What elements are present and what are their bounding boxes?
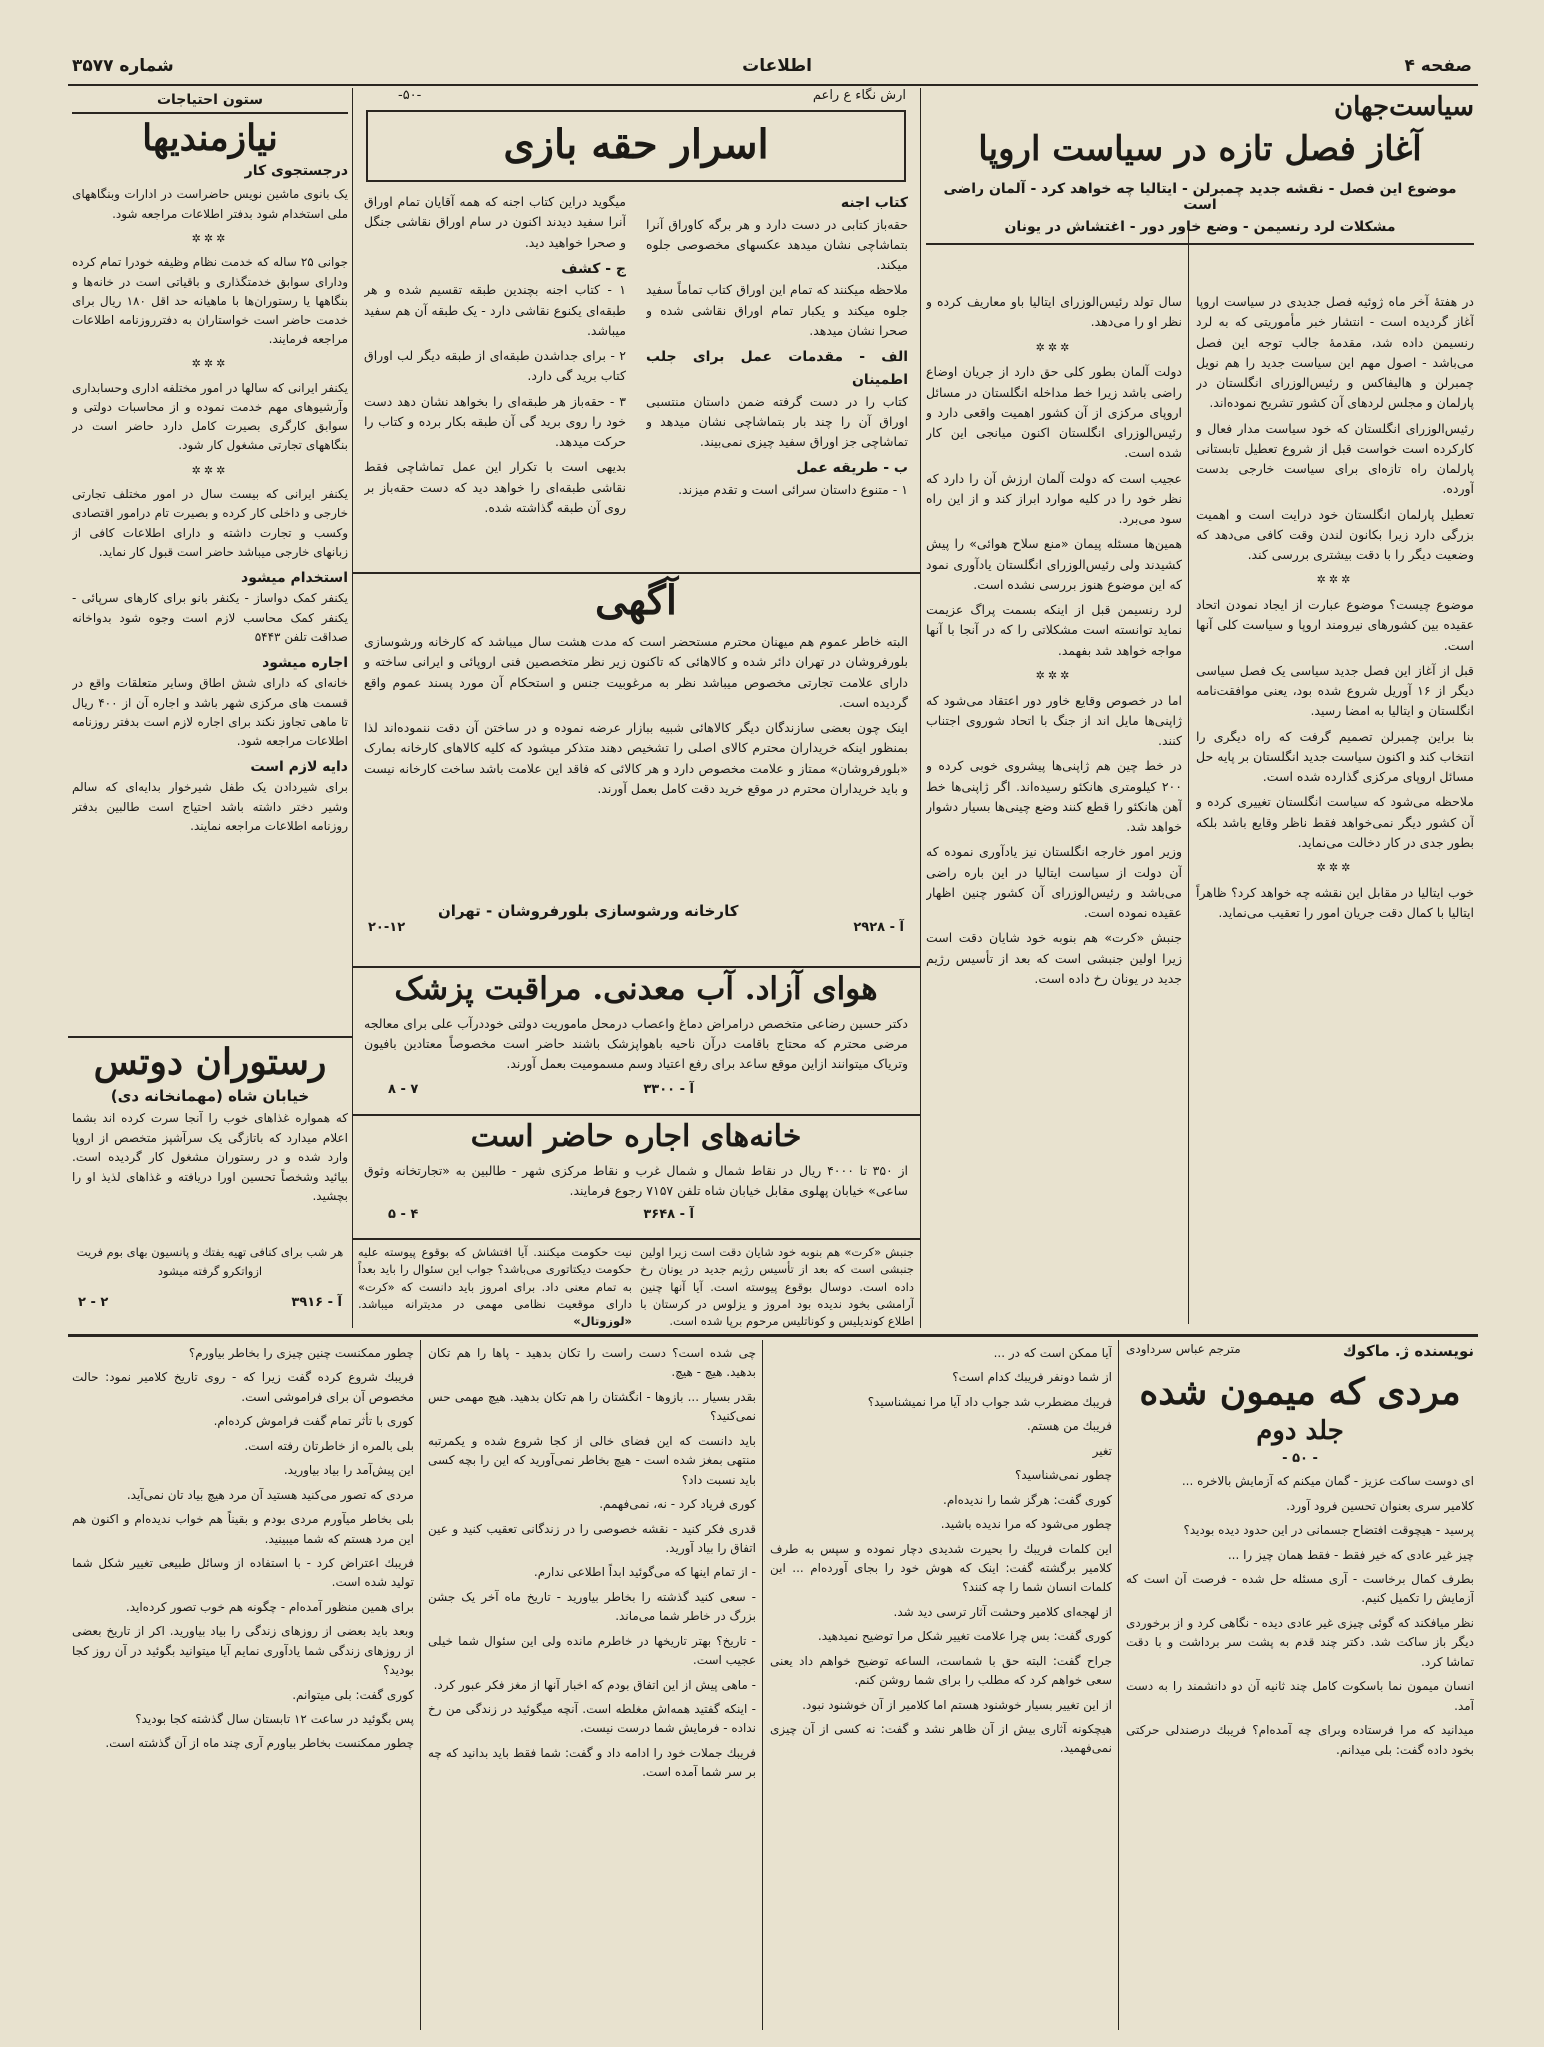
restaurant-code-left: ۲ - ۲ [78,1295,109,1311]
paragraph: تغیر [1092,1443,1112,1458]
paragraph: عجیب است که دولت آلمان ارزش آن را دارد که نظر خود را در کلیه موارد ابراز کند و از این راه سود می‌برد. [926,470,1182,527]
column-rule [352,88,353,1328]
needs-item: یکنفر ایرانی که سالها در امور مختلفه اداری وحسابداری وآرشیوهای مهم خدمت نموده و از محاسبات دولتی و سوابق کارگری بصیرت کامل دارد حاضر است در بنگاههای تجارتی مشغول کار شود. [72,380,348,453]
serial-top-rule [68,1334,1478,1337]
serial-headline: مردی که میمون شده [1139,1371,1461,1413]
section-divider: ✲✲✲ [191,231,229,245]
restaurant-text: که همواره غذاهای خوب را آنجا سرت کرده اند بشما اعلام میدارد که باتازگی یک سرآشپز متخصص از اروپا وارد شده و در رستوران مشغول کار گردیده است. بیائید وشخصاً تحسین اورا دریافته و غذاهای لذیذ او را بچشید. [72,1111,348,1204]
header-rule [68,84,1478,86]
paragraph: خوب ایتالیا در مقابل این نقشه چه خواهد کرد؟ ظاهراً ایتالیا با کمال دقت جریان امور را تعقیب می‌نماید. [1196,884,1474,921]
paragraph: ملاحظه میکنند که تمام این اوراق کتاب تماماً سفید جلوه میکند و یکبار تمام اوراق نقاشی شده و صحرا نشان میدهد. [646,282,908,338]
column-rule [420,1340,421,2030]
paragraph: همین‌ها مسئله پیمان «منع سلاح هوائی» را پیش کشیدند ولی رئیس‌الوزرای انگلستان یادآوری نمود که این موضوع هنوز بررسی نشده است. [926,536,1182,592]
paragraph: - ماهی پیش از این اتفاق بودم که اخبار آنها از مغز فکر عبور کرد. [433,1677,756,1692]
politics-subhead-1: موضوع این فصل - نقشه جدید چمبرلن - ایتالیا چه خواهد کرد - آلمان راضی است [943,181,1457,214]
serial-col-2 [770,1344,1112,2024]
paragraph: بدیهی است با تکرار این عمل تماشاچی فقط نقاشی طبقه‌ای را خواهد دید که دست حقه‌باز بر روی آن طبقه گذاشته شده. [364,459,626,515]
paragraph: کوری گفت: هرگز شما را ندیده‌ام. [943,1492,1112,1507]
paragraph: کوری گفت: بلی میتوانم. [292,1687,414,1702]
paragraph: بنا براین چمبرلن تصمیم گرفت که راه دیگری را انتخاب کند و اکنون سیاست جدید انگلستان بر پایه حل مسائل اروپای مرکزی گذارده شده است. [1196,728,1474,785]
doctor-code-right: آ - ۳۳۰۰ [643,1081,694,1097]
paragraph: این پیش‌آمد را بیاد بیاورید. [283,1463,414,1478]
doctor-ad [358,972,914,1112]
ad-body [358,632,914,902]
rental-ad [358,1120,914,1236]
politics-subhead-2: مشکلات لرد رنسیمن - وضع خاور دور - اغتشاش در یونان [1004,219,1396,236]
needs-headline: نیازمندیها [142,117,278,159]
paragraph: سال تولد رئیس‌الوزرای ایتالیا باو معاریف کرده و نظر او را می‌دهد. [926,294,1182,330]
serial-marker: - ۵۰ - [1282,1451,1318,1467]
needs-section-label: ستون احتیاجات [156,92,264,108]
needs-sub: درجستجوی کار [244,163,348,180]
restaurant-ad [72,1042,348,1328]
doctor-headline: هوای آزاد. آب معدنی. مراقبت پزشک [394,971,878,1007]
needs-subheading: استخدام میشود [241,569,348,586]
trickery-right-col [646,192,908,572]
ad-signature: کارخانه ورشوسازی بلورفروشان - تهران [438,902,739,920]
page-header [72,56,1472,82]
paragraph: وبعد باید بعضی از روزهای زندگی را بیاد بیاورید. اکر از تاریخ بعضی از روزهای زندگی شما یادآوری نمایم آیا میتوانید بگوئید در آن روز کجا بودید؟ [72,1624,414,1678]
restaurant-headline: رستوران دوتس [93,1041,327,1083]
paragraph: ملاحظه می‌شود که سیاست انگلستان تغییری کرده و آن کشور دیگر نمی‌خواهد فقط ناظر وقایع باشد بلکه بطور جدی در کار دخالت می‌نماید. [1196,794,1474,850]
restaurant-prices: هر شب برای کنافی تهیه یفتك و پانسیون بهای بوم فریت ازواتکرو گرفته میشود [76,1245,344,1279]
paragraph: چطور نمی‌شناسید؟ [1014,1468,1112,1483]
ad-headline: آگهی [595,577,677,624]
page-marker: -۵۰- [398,88,422,103]
needs-subheading: دایه لازم است [250,759,348,776]
paragraph: چیز غیر عادی که خیر فقط - فقط همان چیز را ... [1227,1547,1474,1562]
paragraph: - تاریخ؟ بهتر تاریخها در خاطرم مانده ولی این سئوال شما خیلی عجیب است. [428,1633,756,1668]
issue-number: شماره ۳۵۷۷ [72,56,174,76]
politics-kicker: سیاست‌جهان [1334,92,1474,122]
paragraph: میدانید که مرا فرستاده وبرای چه آمده‌ام؟ فریبك درصندلی حرکتی بخود داده گفت: بلی میدانم. [1126,1723,1474,1757]
section-rule [352,966,920,968]
paragraph: کوری گفت: بس چرا علامت تغییر شکل مرا توضیح نمیدهید. [817,1629,1112,1644]
restaurant-address: خیابان شاه (مهمانخانه دی) [110,1087,310,1106]
paragraph: البته خاطر عموم هم میهنان محترم مستحضر است که مدت هشت سال میباشد که کارخانه ورشوسازی بلورفروشان در تهران دائر شده و کالاهائی که تاکنون زیر نظر متخصصین فنی اروپائی و ایرانی ساخته و دارای علامت تجارتی مخصوص میباشد نظر به مرغوبیت جنس و استحکام آن مورد پسند عموم واقع گردیده است. [364,634,908,710]
needs-subheading: اجاره میشود [262,654,348,671]
rental-code-left: ۴ - ۵ [388,1206,419,1222]
paragraph: - اینکه گفتید همه‌اش مغلطه است. آنچه میگوئید در زندگی من رخ نداده - فرمایش شما درست نیست. [428,1702,756,1736]
paragraph: چطور ممکنست چنین چیزی را بخاطر بیاورم؟ [188,1346,414,1360]
paragraph: پس بگوئید در ساعت ۱۲ تابستان سال گذشته کجا بودید؟ [135,1712,414,1726]
needs-item: یکنفر کمک دواساز - یکنفر بانو برای کارهای سرپائی - یکنفر کمک محاسب لازم است وجوه شود بدواخانه صداقت تلفن ۵۴۴۳ [72,591,348,644]
paragraph: ۱ - کتاب اجنه بچندین طبقه تقسیم شده و هر طبقه‌ای یکنوع نقاشی دارد - یک طبقه آن هم سفید میباشد. [364,282,626,338]
ad-code-left: ۲۰-۱۲ [368,920,406,935]
ad-code-right: آ - ۲۹۲۸ [853,920,904,935]
restaurant-code-right: آ - ۳۹۱۶ [291,1295,342,1311]
mid-signature: «لوزوتال» [573,1314,632,1328]
doctor-code-left: ۷ - ۸ [388,1081,419,1097]
paragraph: کتاب را در دست گرفته ضمن داستان منتسبی اوراق آن را چند بار بتماشاچی نشان میدهد و تماشاچی جز اوراق سفید چیزی نمی‌بیند. [646,393,908,450]
paragraph: بقدر بسیار ... بازوها - انگشتان را هم تکان بدهید. هیچ مهمی حس نمی‌کنید؟ [428,1389,756,1424]
paragraph: اما در خصوص وقایع خاور دور اعتقاد می‌شود که ژاپنی‌ها مایل اند از جنگ با اتحاد شوروی اجتناب کنند. [926,692,1182,749]
needs-column [72,92,348,1032]
paragraph: از این تغییر بسیار خوشنود هستم اما کلامیر از آن خوشنود نبود. [802,1697,1112,1712]
needs-item: جوانی ۲۵ ساله که خدمت نظام وظیفه خودرا تمام کرده ودارای سوابق خدمتگذاری و باقیاتی است در خانه‌ها و بنگاهها یا رستوران‌ها با ماهیانه حد اقل ۱۸۰ ریال برای خدمت حاضر است خواستاران به دفترروزنامه اطلاعات مراجعه فرمایند. [72,255,348,347]
mid-continuation-left [358,1244,632,1328]
politics-headline: آغاز فصل تازه در سیاست اروپا [978,129,1422,169]
paragraph: چطور ممکنست بخاطر بیاورم آری چند ماه از آن گذشته است. [105,1736,414,1751]
politics-col-right [1196,292,1474,1324]
paragraph: از شما دونفر فریبك کدام است؟ [952,1370,1112,1385]
paragraph: دولت آلمان بطور کلی حق دارد از جریان اوضاع راضی باشد زیرا خط مداخله انگلستان در مسائل اروپای مرکزی از آن کشور اهمیت واقعی دارد و رئیس‌الوزرای انگلستان اکنون میانجی این کار شده است. [926,364,1182,461]
section-divider: ✲✲✲ [1316,573,1354,587]
section-rule [68,1036,352,1038]
paragraph: نظر میافکند که گوئی چیزی غیر عادی دیده - نگاهی کرد و از برخوردی دیگر باز ساکت شد. دکتر چند قدم به پشت سر برداشت و با دقت تماشا کرد. [1126,1615,1474,1669]
paragraph: در هفتهٔ آخر ماه ژوئیه فصل جدیدی در سیاست اروپا آغاز گردیده است - انتشار خبر مأموریتی که به لرد رنسیمن داده شد، مقدمهٔ جالب توجه این فصل می‌باشد - اصول مهم این سیاست جدید را هم نویل چمبرلن و هالیفاکس و رئیس‌الوزرای انگلستان در پارلمان و مجلس لردهای آن کشور تشریح نموده‌اند. [1196,294,1474,411]
paragraph: موضوع چیست؟ موضوع عبارت از ایجاد نمودن اتحاد عقیده بین کشورهای نیرومند اروپا و سیاست کلی آنها است. [1196,597,1474,653]
serial-story [1126,1342,1474,2022]
paragraph: - از تمام اینها که می‌گوئید ابداً اطلاعی ندارم. [533,1565,756,1580]
paragraph: هیچکونه آثاری بیش از آن ظاهر نشد و گفت: نه کسی از آن چیزی نمی‌فهمید. [770,1722,1112,1756]
needs-item: برای شیردادن یک طفل شیرخوار بدایه‌ای که سالم وشیر دختر داشته باشد احتیاج است طالبین بدفتر روزنامه اطلاعات مراجعه نمایند. [72,780,348,833]
paragraph: ۱ - متنوع داستان سرائی است و تقدم میزند. [678,481,908,497]
paragraph: کلامیر سری بعنوان تحسین فرود آورد. [1286,1498,1474,1513]
paragraph: - سعی کنید گذشته را بخاطر بیاورید - تاریخ ماه آخر یک جشن بزرگ در خاطر شما می‌ماند. [428,1589,756,1624]
paragraph: تعطیل پارلمان انگلستان خود درایت است و اهمیت بزرگی دارد زیرا بکانون لندن وقت کافی می‌دهد که وضعیت دیگر را با دقت بیشتری بررسی کند. [1196,506,1474,562]
subheading: ب - طریقه عمل [796,460,908,477]
subheading: ج - کشف [561,260,626,277]
paragraph: فریبك من هستم. [1026,1419,1112,1434]
paragraph: میگوید دراین کتاب اجنه که همه آقایان تمام اوراق آنرا سفید دیدند اکنون در سام اوراق نقاشی جنگل و صحرا خواهید دید. [364,194,626,250]
mid-left-text: نیت حکومت میکنند. آیا افتشاش که بوقوع پیوسته علیه حکومت دیکتاتوری می‌باشد؟ جواب این سئوال را باید بعداً به تمام معنی داد. برای امروز باید دانست که «کرت» دارای موقعیت نظامی مهمی در مدیترانه میباشد. [358,1245,632,1311]
paragraph: باید دانست که این فضای خالی از کجا شروع شده و یکمرتبه منتهی بمغز شده است - هیچ بخاطر نمی‌آورید که این را بچه کسی باید نسبت داد؟ [428,1433,756,1487]
paragraph: بلی بالمره از خاطرتان رفته است. [244,1438,414,1453]
page-number: صفحه ۴ [1404,56,1472,76]
paragraph: قبل از آغاز این فصل جدید سیاسی یک فصل سیاسی دیگر از ۱۶ آوریل شروع شده بود، یعنی موافقت‌نامه انگلستان و ایتالیا به امضا رسید. [1196,662,1474,719]
paragraph: فریبك شروع کرده گفت زیرا که - روی تاریخ کلامیر نمود: حالت مخصوص آن برای فراموشی است. [72,1370,414,1404]
paragraph: بلی بخاطر میآورم مردی بودم و بقیناً هم خواب ندیده‌ام و اکنون هم این مرد هستم که شما میبینید. [72,1512,414,1546]
trickery-left-col [364,192,626,572]
politics-col-left [926,292,1182,1324]
mid-continuation-right: جنبش «کرت» هم بنوبه خود شایان دقت است زیرا اولین جنبشی است که بعد از تأسیس رژیم جدید در یونان رخ داده است. دوسال بوقوع پیوسته است. آیا آنها چنین آرامشی بخود ندیده بود امروز و یزلوس در کرستان با اطلاع کوندیلیس و کوناتلیس مرحوم برپا شده است. [640,1245,914,1328]
paragraph: مردی که تصور می‌کنید هستید آن مرد هیچ بیاد تان نمی‌آید. [126,1487,414,1502]
section-divider: ✲✲✲ [191,357,229,371]
top-note: ارش نگاء ع راعم [812,88,906,103]
paragraph: از لهجه‌ای کلامیر وحشت آثار ترسی دید شد. [893,1604,1112,1619]
trickery-article [358,88,914,570]
paragraph: کوری با تأثر تمام گفت فراموش کرده‌ام. [213,1414,414,1429]
section-rule [352,1114,920,1116]
paragraph: وزیر امور خارجه انگلستان نیز یادآوری نموده که آن دولت از سیاست ایتالیا در این باره راضی می‌باشد و رئیس‌الوزرای آن کشور چنین اظهار عقیده نموده است. [926,844,1182,921]
needs-item: یکنفر ایرانی که بیست سال در امور مختلف تجارتی خارجی و داخلی کار کرده و بصیرت تام درامور اقتصادی وکسب و تجارت داشته و دارای اطلاعات کافی از زبانهای خارجی میباشد حاضر است قبول کار نماید. [72,487,348,559]
column-rule [920,88,921,1328]
doctor-text: دکتر حسین رضاعی متخصص درامراض دماغ واعصاب درمحل ماموریت دولتی خوددرآب علی برای معالجه مرضی محترم که محتاج باقامت درآن ناحیه باهواپزشک باشند حاضر است مخصوصاً معتادین بافیون وتریاک میتوانند ازاین موقع ساعد برای رفع اعتیاد وسم مسمومیت بعمل آورند. [364,1015,908,1072]
paragraph: ۲ - برای جداشدن طبقه‌ای از طبقه دیگر لب اوراق کتاب برید گی دارد. [364,348,626,384]
rental-headline: خانه‌های اجاره حاضر است [470,1119,802,1154]
section-divider: ✲✲✲ [1316,861,1354,875]
section-divider: ✲✲✲ [1035,668,1073,682]
paragraph: برای همین منظور آمده‌ام - چگونه هم خوب تصور کرده‌اید. [125,1599,414,1614]
serial-col-4 [72,1344,414,2024]
paragraph: ای دوست ساکت عزیز - گمان میکنم که آزمایش بالاخره ... [1181,1474,1474,1489]
paragraph: جراح گفت: البته حق با شماست، الساعه توضیح خواهم داد یعنی سعی خواهم کرد که مطلب را برای شما روشن کنم. [770,1653,1112,1688]
section-rule [352,1238,920,1240]
paragraph: آیا ممکن است که در ... [993,1346,1112,1360]
paragraph: اینک چون بعضی سازندگان دیگر کالاهائی شبیه ببازار عرضه نموده و در ساختن آن دقت ننموده‌اند لذا بمنظور اینکه خریداران محترم کالای اصلی را تشخیص دهند متذکر میشود که کلیه کالاهای کارخانه بمارک «بلورفروشان» ممتاز و علامت مخصوص دارد و هر کالائی که فاقد این علامت باشد ساخت کارخانه نیست و باید خریداران محترم در موقع خرید دقت کامل بعمل آورند. [364,720,908,796]
trickery-headline: اسرار حقه بازی [366,110,906,182]
paragraph: فریبك جملات خود را ادامه داد و گفت: شما فقط باید بدانید که چه بر سر شما آمده است. [428,1745,756,1780]
paragraph: کوری فریاد کرد - نه، نمی‌فهمم. [599,1497,756,1512]
subheading: الف - مقدمات عمل برای جلب اطمینان [646,349,908,388]
serial-volume: جلد دوم [1256,1416,1344,1447]
paragraph: فریبك اعتراض کرد - با استفاده از وسائل طبیعی تغییر شکل شما تولید شده است. [72,1555,414,1590]
paragraph: این کلمات فریبك را بحیرت شدیدی دچار نموده و سپس به طرف کلامیر برگشته گفت: اینک که هوش خود را بجای آورده‌ام ... این کلمات انسان شما را چه کنند؟ [770,1541,1112,1595]
ad-article [358,578,914,964]
paragraph: حقه‌باز کتابی در دست دارد و هر برگه کاوراق آنرا بتماشاچی نشان میدهد عکسهای مخصوصی جلوه میکند. [646,216,908,273]
section-rule [352,572,920,574]
serial-col-1 [1126,1472,1474,1972]
column-rule [1118,1340,1119,2030]
paragraph: جنبش «کرت» هم بنوبه خود شایان دقت است زیرا اولین جنبشی است که بعد از تأسیس رژیم جدید در یونان رخ داده است. [926,930,1182,986]
serial-col-3 [428,1344,756,2024]
column-rule [762,1340,763,2030]
serial-translator: مترجم عباس سرداودی [1126,1342,1241,1356]
paragraph: چی شده است؟ دست راست را تکان بدهید - پاها را هم تکان بدهید. هیچ - هیچ. [428,1346,756,1380]
paragraph: ۳ - حقه‌باز هر طبقه‌ای را بخواهد نشان دهد دست خود را روی برید گی آن طبقه بکار برده و کتاب را حرکت میدهد. [364,393,626,450]
needs-items [72,185,348,985]
section-divider: ✲✲✲ [1035,340,1073,354]
serial-author: نویسنده ژ. ماکوك [1342,1342,1474,1360]
paragraph: در خط چین هم ژاپنی‌ها پیشروی خوبی کرده و ۲۰۰ کیلومتری هانکئو رسیده‌اند. اگر ژاپنی‌ها خط آهن هانکئو را قطع کنند وضع چینی‌ها بسیار دشوار خواهد شد. [926,758,1182,835]
needs-item: یک بانوی ماشین نویس حاضراست در ادارات وبنگاههای ملی استخدام شود بدفتر اطلاعات مراجعه شود. [72,187,348,221]
paragraph: قدری فکر کنید - نقشه خصوصی را در زندگانی تعقیب کنید و عین اتفاق را بیاد آورید. [428,1521,756,1555]
paragraph: رئیس‌الوزرای انگلستان که خود سیاست مدار فعال و کارکرده است خواست قبل از شروع تعطیل تابستانی پارلمان راه تازه‌ای برای سیاست خارجی بدست آورده. [1196,420,1474,497]
rental-text: از ۳۵۰ تا ۴۰۰۰ ریال در نقاط شمال و شمال غرب و نقاط مرکزی شهر - طالبین به «تجارتخانه وثوق ساعی» خیابان پهلوی مقابل خیابان شاه تلفن ۷۱۵۷ رجوع فرمایند. [364,1162,908,1198]
needs-item: خانه‌ای که دارای شش اطاق وسایر متعلقات واقع در قسمت های مرکزی شهر باشد و اجاره آن از ۴۰۰ ریال تا ماهی تجاوز نکند برای اجاره لازم است بدفتر روزنامه اطلاعات مراجعه شود. [72,676,348,748]
subheading: کتاب اجنه [840,195,908,211]
paragraph: پرسید - هیچوقت افتضاح جسمانی در این حدود دیده بودید؟ [1183,1523,1474,1538]
rental-code-right: آ - ۳۶۴۸ [643,1206,694,1222]
paragraph: لرد رنسیمن قبل از اینکه بسمت پراگ عزیمت نماید توانسته است مشکلاتی را که در آنجا با آنها مواجه خواهد شد بفهمد. [926,602,1182,658]
paragraph: انسان میمون نما باسکوت کامل چند ثانیه آن دو دانشمند را به دست آمد. [1126,1679,1474,1713]
paragraph: چطور می‌شود که مرا ندیده باشید. [940,1517,1112,1532]
paragraph: بطرف کمال برخاست - آری مسئله حل شده - فرصت آن است که آزمایش را تکمیل کنیم. [1126,1572,1474,1606]
section-divider: ✲✲✲ [191,463,229,477]
paper-name: اطلاعات [742,56,812,76]
paragraph: فریبك مضطرب شد جواب داد آیا مرا نمیشناسید؟ [867,1394,1112,1409]
